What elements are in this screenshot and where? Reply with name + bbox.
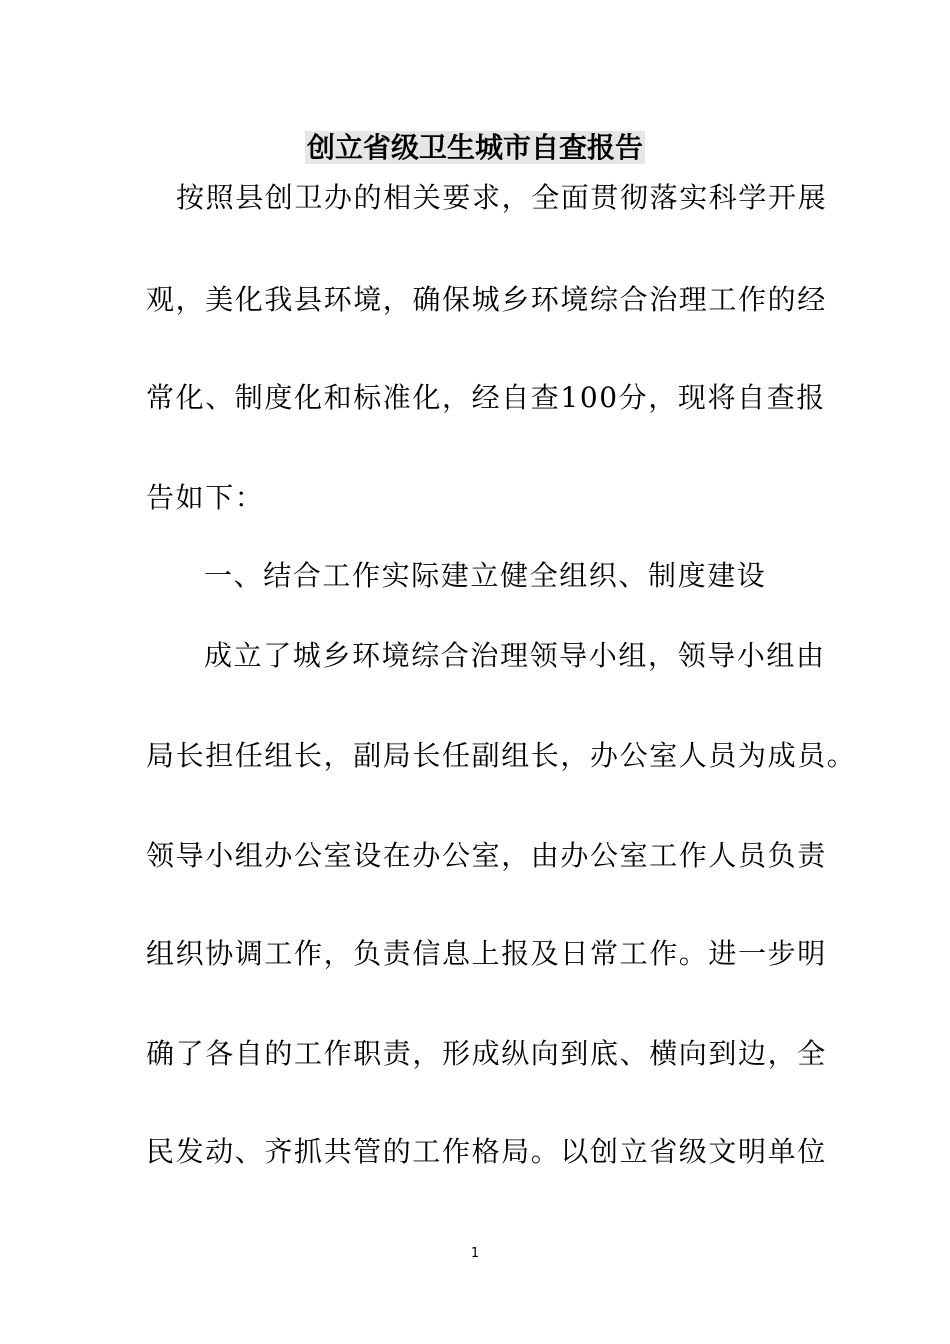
paragraph-line: 按照县创卫办的相关要求，全面贯彻落实科学开展: [176, 181, 828, 214]
section-heading: 一、结合工作实际建立健全组织、制度建设: [204, 559, 767, 592]
paragraph-line: 观，美化我县环境，确保城乡环境综合治理工作的经: [146, 283, 827, 316]
paragraph-line: 领导小组办公室设在办公室，由办公室工作人员负责: [146, 839, 827, 872]
paragraph-line: 确了各自的工作职责，形成纵向到底、横向到边，全: [146, 1037, 827, 1070]
paragraph-line: 组织协调工作，负责信息上报及日常工作。进一步明: [146, 937, 827, 970]
document-title-text: 创立省级卫生城市自查报告: [306, 131, 643, 164]
paragraph-line: 局长担任组长，副局长任副组长，办公室人员为成员。: [146, 739, 857, 772]
page-number: 1: [470, 1246, 480, 1261]
paragraph-line: 民发动、齐抓共管的工作格局。以创立省级文明单位: [146, 1135, 827, 1168]
document-title: [0, 128, 950, 168]
paragraph-line: 常化、制度化和标准化，经自查100分，现将自查报: [146, 381, 826, 414]
paragraph-line: 成立了城乡环境综合治理领导小组，领导小组由: [204, 639, 826, 672]
paragraph-line: 告如下：: [146, 481, 265, 514]
